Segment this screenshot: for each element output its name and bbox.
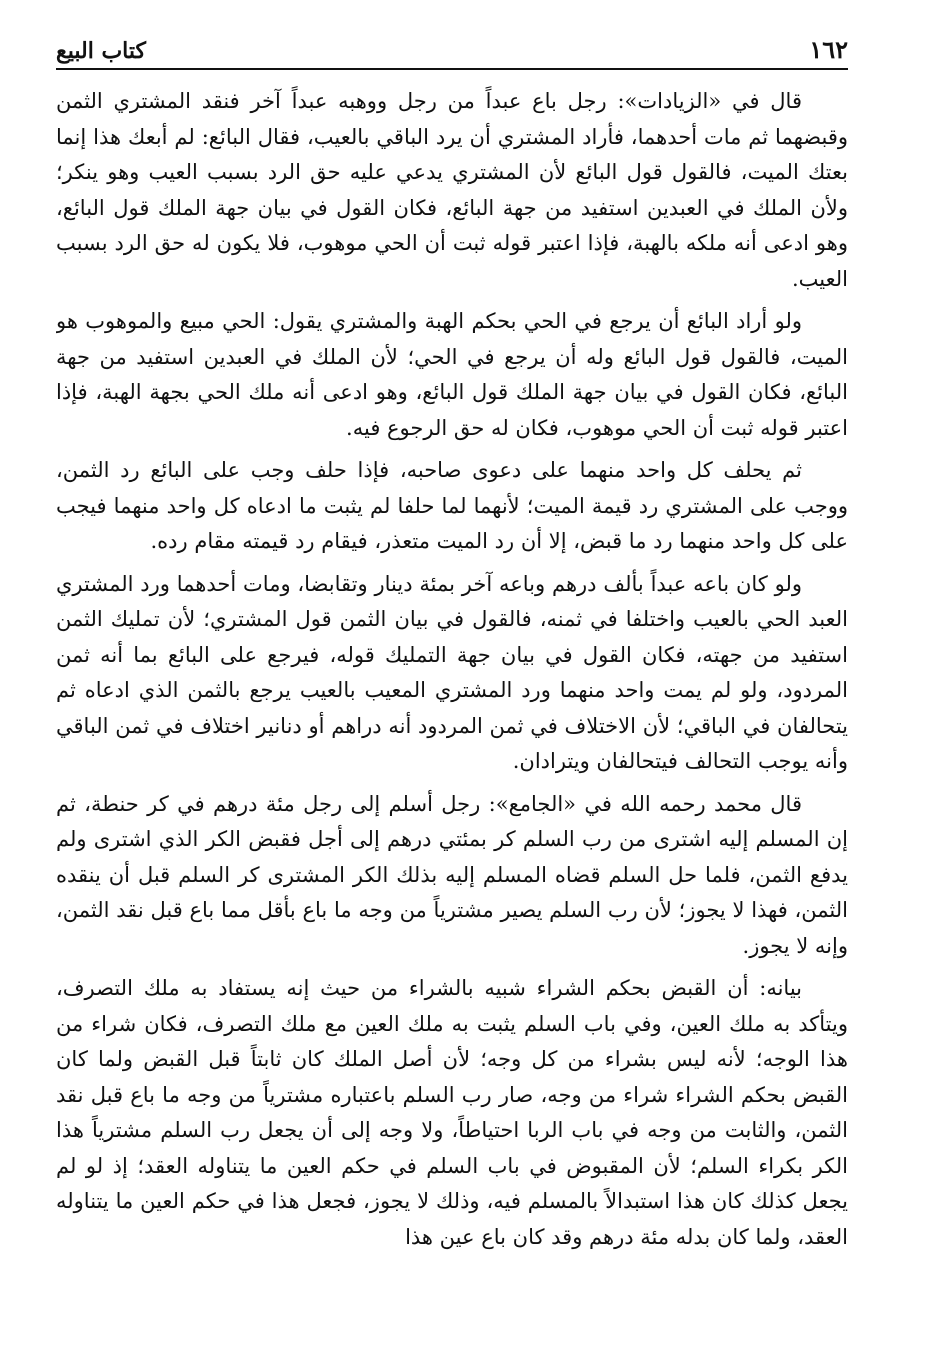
page-number: ١٦٢ bbox=[809, 35, 848, 64]
page-header bbox=[56, 22, 848, 70]
paragraph-price-dispute: ولو كان باعه عبداً بألف درهم وباعه آخر بمئة دينار وتقابضا، ومات أحدهما ورد المشتري العبد الحي بالعيب واختلفا في ثمنه، فالقول في بيان الثمن قول المشتري؛ لأن تمليك الثمن استفيد من جهته، فكان القول في بيان جهة التمليك قوله، فيرجع على البائع بما أنه ثمن المردود، ولو لم يمت واحد منهما ورد المشتري المعيب بالعيب يرجع بالثمن الذي ادعاه ثم يتحالفان في الباقي؛ لأن الاختلاف في ثمن المردود أنه دراهم أو دنانير اختلاف في ثمن الباقي وأنه يوجب التحالف فيتحالفان ويترادان. bbox=[56, 571, 848, 773]
running-title: كتاب البيع bbox=[56, 38, 146, 64]
paragraph-ziyadat-case: قال في «الزيادات»: رجل باع عبداً من رجل ووهبه عبداً آخر فنقد المشتري الثمن وقبضهما ثم مات أحدهما، فأراد المشتري أن يرد الباقي بالعيب، فقال البائع: لم أبعك هذا إنما بعتك الميت، فالقول قول البائع لأن المشتري يدعي عليه حق الرد بسبب العيب وهو ينكر؛ ولأن الملك في العبدين استفيد من جهة البائع، فكان القول في بيان جهة الملك قول البائع، وهو ادعى أنه ملكه بالهبة، فإذا اعتبر قوله ثبت أن الحي موهوب، فلا يكون له حق الرد بسبب العيب. bbox=[56, 89, 848, 291]
paragraph-jami-case: قال محمد رحمه الله في «الجامع»: رجل أسلم إلى رجل مئة درهم في كر حنطة، ثم إن المسلم إليه اشترى من رب السلم كر بمئتي درهم إلى أجل فقبض الكر الذي اشترى ولم يدفع الثمن، فلما حل السلم قضاه المسلم إليه بذلك الكر المشترى كر السلم قبل أن ينقده الثمن، فهذا لا يجوز؛ لأن رب السلم يصير مشترياً من وجه ما باع بأقل مما باع قبل نقد الثمن، وإنه لا يجوز. bbox=[56, 791, 848, 958]
paragraph-oath: ثم يحلف كل واحد منهما على دعوى صاحبه، فإذا حلف وجب على البائع رد الثمن، ووجب على المشتري رد قيمة الميت؛ لأنهما لما حلفا لم يثبت ما ادعاه كل واحد منهما فيجب على كل واحد منهما رد ما قبض، إلا أن رد الميت متعذر، فيقام رد قيمته مقام رده. bbox=[56, 458, 848, 553]
page-body bbox=[56, 84, 848, 1343]
paragraph-explanation: بيانه: أن القبض بحكم الشراء شبيه بالشراء من حيث إنه يستفاد به ملك التصرف، ويتأكد به ملك العين، وفي باب السلم يثبت به ملك العين مع ملك التصرف، فكان شراء من هذا الوجه؛ لأنه ليس بشراء من كل وجه؛ لأن أصل الملك كان ثابتاً قبل القبض ولما كان القبض بحكم الشراء شراء من وجه، صار رب السلم باعتباره مشترياً من وجه ما باع قبل نقد الثمن، والثابت من وجه في باب الربا احتياطاً، ولا وجه إلى أن يجعل رب السلم مشترياً هذا الكر بكراء السلم؛ لأن المقبوض في باب السلم في حكم العين ما يتناوله العقد؛ إذ لو لم يجعل كذلك كان هذا استبدالاً بالمسلم فيه، وذلك لا يجوز، فجعل هذا في حكم العين ما يتناوله العقد، ولما كان بدله مئة درهم وقد كان باع عين هذا bbox=[56, 976, 848, 1249]
paragraph-return-gift: ولو أراد البائع أن يرجع في الحي بحكم الهبة والمشتري يقول: الحي مبيع والموهوب هو الميت، فالقول قول البائع وله أن يرجع في الحي؛ لأن الملك في العبدين استفيد من جهة البائع، فكان القول في بيان جهة الملك قول البائع، وهو ادعى أنه ملك الحي بجهة الهبة، فإذا اعتبر قوله ثبت أن الحي موهوب، فكان له حق الرجوع فيه. bbox=[56, 309, 848, 440]
